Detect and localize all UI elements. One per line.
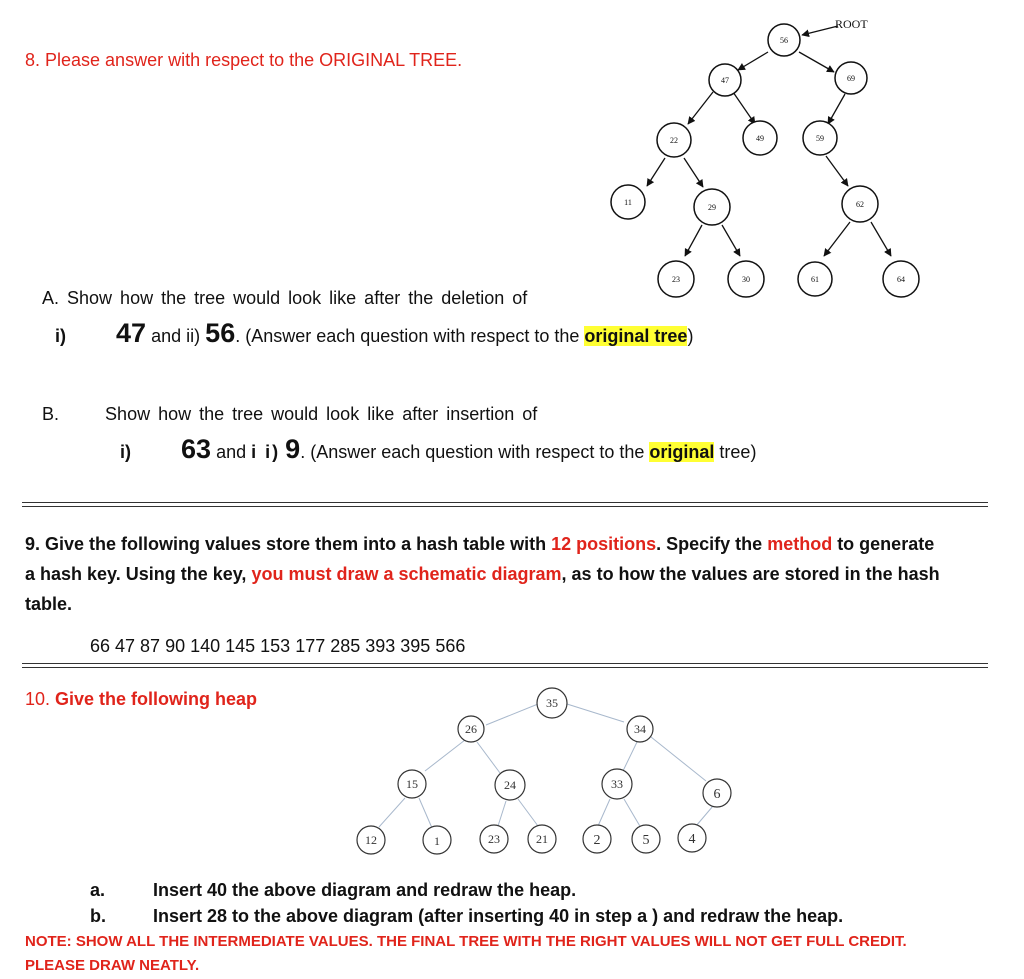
q10-item-b-text: Insert 28 to the above diagram (after inserting 40 in step a ) and redraw the heap. [153, 906, 844, 926]
heap-edge [598, 799, 610, 826]
item-a-letter: a. [90, 880, 106, 900]
section-divider-2 [22, 663, 988, 668]
part-a-highlight: original tree [584, 326, 688, 346]
bst-node [842, 186, 878, 222]
svg-text:26: 26 [465, 722, 477, 736]
svg-text:35: 35 [546, 696, 558, 710]
heap-node [423, 826, 451, 854]
heap-node [627, 716, 653, 742]
svg-text:59: 59 [816, 134, 824, 143]
heap-edge [486, 704, 538, 725]
svg-text:4: 4 [688, 832, 696, 847]
bst-edge [722, 225, 740, 256]
heap-node [632, 825, 660, 853]
part-b-tail-end: tree) [714, 442, 757, 462]
heap-edge [477, 742, 500, 773]
bst-node [768, 24, 800, 56]
svg-text:56: 56 [780, 36, 788, 45]
svg-text:49: 49 [756, 134, 764, 143]
heap-edge [567, 704, 624, 722]
part-b-number-1: 63 [181, 434, 212, 464]
part-a-roman-1: i) [55, 326, 66, 346]
svg-text:34: 34 [634, 722, 646, 736]
heap-edge [419, 798, 432, 828]
part-a-roman-2: ii) [186, 326, 201, 346]
q9-values: 66 47 87 90 140 145 153 177 285 393 395 566 [90, 636, 466, 656]
q9-positions: 12 positions [551, 534, 657, 554]
part-b-roman-1: i) [120, 442, 131, 462]
q9-prompt [25, 529, 1000, 619]
heap-node [398, 770, 426, 798]
q10-item-a [90, 880, 105, 901]
svg-text:29: 29 [708, 203, 716, 212]
heap-edge [624, 799, 641, 828]
q8-part-b-items [120, 434, 756, 465]
q9-line1-a: 9. Give the following values store them into a hash table with [25, 534, 552, 554]
bst-edge [738, 52, 768, 70]
q9-line1-c: to generate [832, 534, 935, 554]
svg-text:62: 62 [856, 200, 864, 209]
part-a-number-1: 47 [116, 318, 147, 348]
svg-text:61: 61 [811, 275, 819, 284]
svg-text:33: 33 [611, 777, 623, 791]
bst-edge [799, 52, 834, 72]
svg-text:23: 23 [488, 832, 500, 846]
heap-node [583, 825, 611, 853]
heap-node [678, 824, 706, 852]
svg-text:64: 64 [897, 275, 905, 284]
heap-edge [498, 801, 506, 826]
q9-line2-a: a hash key. Using the key, [25, 564, 252, 584]
q10-note: NOTE: SHOW ALL THE INTERMEDIATE VALUES. THE FINAL TREE WITH THE RIGHT VALUES WILL NOT GET FULL CREDIT. [25, 933, 907, 950]
q10-item-a-text: Insert 40 the above diagram and redraw the heap. [153, 880, 577, 900]
svg-text:5: 5 [642, 833, 650, 848]
q10-title: Give the following heap [55, 689, 258, 709]
q9-schematic: you must draw a schematic diagram [251, 564, 562, 584]
part-b-tail: . (Answer each question with respect to the [300, 442, 645, 462]
q10-item-b [90, 906, 106, 927]
heap-diagram [0, 680, 1024, 860]
bst-node [798, 262, 832, 296]
section-divider-1 [22, 502, 988, 507]
heap-node [703, 779, 731, 807]
svg-text:47: 47 [721, 76, 729, 85]
heap-edge [696, 806, 713, 826]
svg-text:1: 1 [434, 834, 440, 848]
heap-edge [518, 799, 538, 826]
part-b-letter: B. [42, 404, 60, 424]
svg-text:12: 12 [365, 833, 377, 847]
svg-text:22: 22 [670, 136, 678, 145]
heap-node [458, 716, 484, 742]
svg-text:24: 24 [504, 778, 516, 792]
bst-node [709, 64, 741, 96]
bst-edge [828, 94, 845, 124]
bst-node [658, 261, 694, 297]
root-label: ROOT [835, 17, 868, 31]
bst-node [803, 121, 837, 155]
part-b-text: Show how the tree would look like after insertion of [105, 404, 538, 424]
svg-text:30: 30 [742, 275, 750, 284]
bst-node [611, 185, 645, 219]
bst-nodes [611, 24, 919, 297]
svg-text:15: 15 [406, 777, 418, 791]
svg-text:6: 6 [713, 787, 721, 802]
heap-edge [425, 740, 465, 771]
part-b-roman-2: i i) [251, 442, 281, 462]
bst-edge [647, 158, 665, 186]
svg-text:2: 2 [593, 833, 601, 848]
part-b-number-2: 9 [285, 434, 301, 464]
part-a-tail-end: ) [687, 326, 694, 346]
heap-node [357, 826, 385, 854]
svg-text:21: 21 [536, 832, 548, 846]
svg-text:69: 69 [847, 74, 855, 83]
heap-edge [379, 798, 405, 827]
heap-edge [622, 742, 637, 773]
heap-node [495, 770, 525, 800]
q8-part-a-items [55, 318, 693, 349]
heap-node [537, 688, 567, 718]
bst-node [883, 261, 919, 297]
q9-line3: table. [25, 594, 73, 614]
bst-node [728, 261, 764, 297]
bst-edge [685, 225, 702, 256]
bst-diagram [0, 0, 1024, 300]
part-a-text: Show how the tree would look like after the deletion of [67, 288, 528, 308]
bst-node [743, 121, 777, 155]
part-a-number-2: 56 [205, 318, 236, 348]
heap-node [480, 825, 508, 853]
q8-part-b [42, 404, 537, 425]
q9-line1-b: . Specify the [656, 534, 768, 554]
heap-edge [651, 737, 706, 781]
q8-part-a [42, 288, 527, 309]
item-b-letter: b. [90, 906, 106, 926]
part-a-and: and [151, 326, 182, 346]
bst-edge [684, 158, 703, 187]
part-a-tail: . (Answer each question with respect to the [235, 326, 580, 346]
svg-text:23: 23 [672, 275, 680, 284]
bst-node [835, 62, 867, 94]
q8-heading: 8. Please answer with respect to the ORIGINAL TREE. [25, 50, 463, 70]
bst-edge [688, 92, 713, 124]
heap-nodes [357, 688, 731, 854]
heap-node [602, 769, 632, 799]
part-b-highlight: original [649, 442, 715, 462]
q10-note-neatly: PLEASE DRAW NEATLY. [25, 957, 200, 974]
q9-method: method [767, 534, 833, 554]
heap-node [528, 825, 556, 853]
q9-line2-b: , as to how the values are stored in the hash [561, 564, 940, 584]
heap-edges [379, 704, 713, 828]
bst-edge [826, 156, 848, 186]
bst-node [657, 123, 691, 157]
bst-edge [824, 222, 850, 256]
bst-edge [871, 222, 891, 256]
bst-node [694, 189, 730, 225]
part-a-letter: A. [42, 288, 60, 308]
bst-edge [733, 92, 755, 124]
svg-text:11: 11 [624, 198, 632, 207]
root-pointer [802, 26, 838, 35]
q10-number: 10. [25, 689, 56, 709]
part-b-and: and [216, 442, 247, 462]
